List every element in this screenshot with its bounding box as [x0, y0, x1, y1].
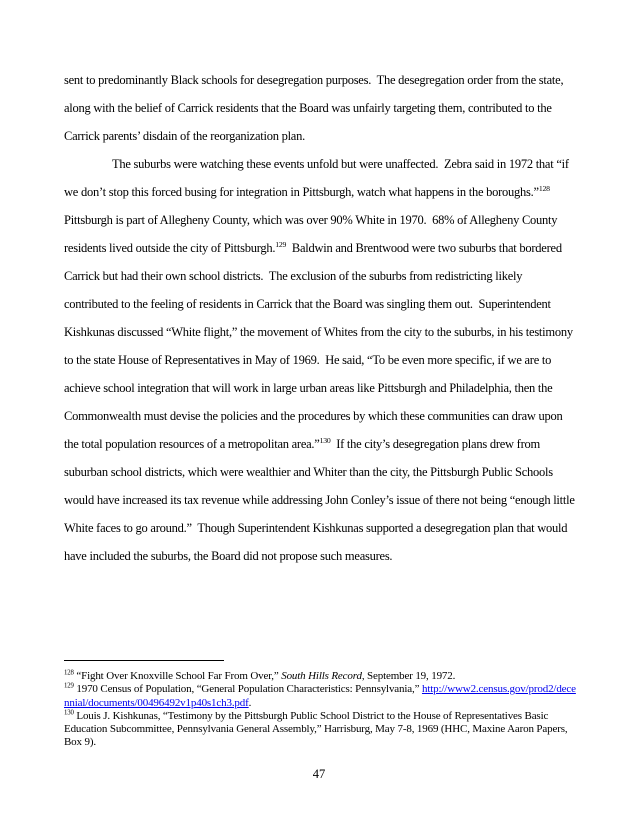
footnote-list	[64, 670, 578, 750]
text-run: .	[248, 696, 252, 709]
footnote	[64, 670, 578, 683]
text-run: sent to predominantly Black schools for desegregation purposes. The desegregation order from the state, along with the belief of Carrick residents that the Board was unfairly targeting them, contributed to the Carrick parents’ disdain of the reorganization plan.	[64, 73, 567, 143]
footnote-separator	[64, 660, 224, 661]
text-run: Baldwin and Brentwood were two suburbs that bordered Carrick but had their own school districts. The exclusion of the suburbs from redistricting likely contributed to the feeling of residents in Carrick that the Board was singling them out. Superintendent Kishkunas discussed “White flight,” the movement of Whites from the city to the suburbs, in his testimony to the state House of Representatives in May of 1969. He said, “To be even more specific, if we are to achieve school integration that will work in large urban areas like Pittsburgh and Philadelphia, then the Commonwealth must devise the policies and the procedures by which these communities can draw upon the total population resources of a metropolitan area.”	[64, 241, 576, 451]
text-run: If the city’s desegregation plans drew from suburban school districts, which were wealthier and Whiter than the city, the Pittsburgh Public Schools would have increased its tax revenue while addressing John Conley’s issue of there not being “enough little White faces to go around.” Though Superintendent Kishkunas supported a desegregation plan that would have included the suburbs, the Board did not propose such measures.	[64, 437, 578, 563]
footnote-ref: 128	[538, 183, 550, 193]
footnote-area	[64, 660, 578, 750]
footnote-ref: 128	[64, 669, 74, 677]
text-run: “Fight Over Knoxville School Far From Over,”	[73, 670, 282, 682]
footnote-ref: 129	[275, 239, 287, 249]
text-run: Louis J. Kishkunas, “Testimony by the Pittsburgh Public School District to the House of Representatives Basic Education Subcommittee, Pennsylvania General Assembly,” Harrisburg, May 7-8, 1969 (HHC, Maxine Aaron Papers, Box 9).	[64, 709, 571, 749]
footnote-ref: 130	[319, 435, 331, 445]
hyperlink[interactable]: http://www2.census.gov/prod2/decennial/documents/00496492v1p40s1ch3.pdf	[64, 683, 576, 709]
body-paragraph	[64, 150, 578, 570]
footnote-ref: 129	[64, 682, 74, 690]
footnote-ref: 130	[64, 709, 74, 717]
text-run: The suburbs were watching these events unfold but were unaffected. Zebra said in 1972 that “if we don’t stop this forced busing for integration in Pittsburgh, watch what happens in the boroughs.”	[64, 157, 572, 199]
page-number: 47	[312, 767, 326, 781]
italic-text: South Hills Record	[281, 670, 362, 682]
body-text	[64, 66, 578, 570]
text-run: 1970 Census of Population, “General Population Characteristics: Pennsylvania,”	[73, 683, 422, 696]
text-run: , September 19, 1972.	[361, 670, 456, 682]
body-paragraph	[64, 66, 578, 150]
footnote	[64, 683, 578, 710]
footnote	[64, 710, 578, 750]
text-run: Pittsburgh is part of Allegheny County, which was over 90% White in 1970. 68% of Allegheny County residents lived outside the city of Pittsburgh.	[64, 185, 561, 255]
